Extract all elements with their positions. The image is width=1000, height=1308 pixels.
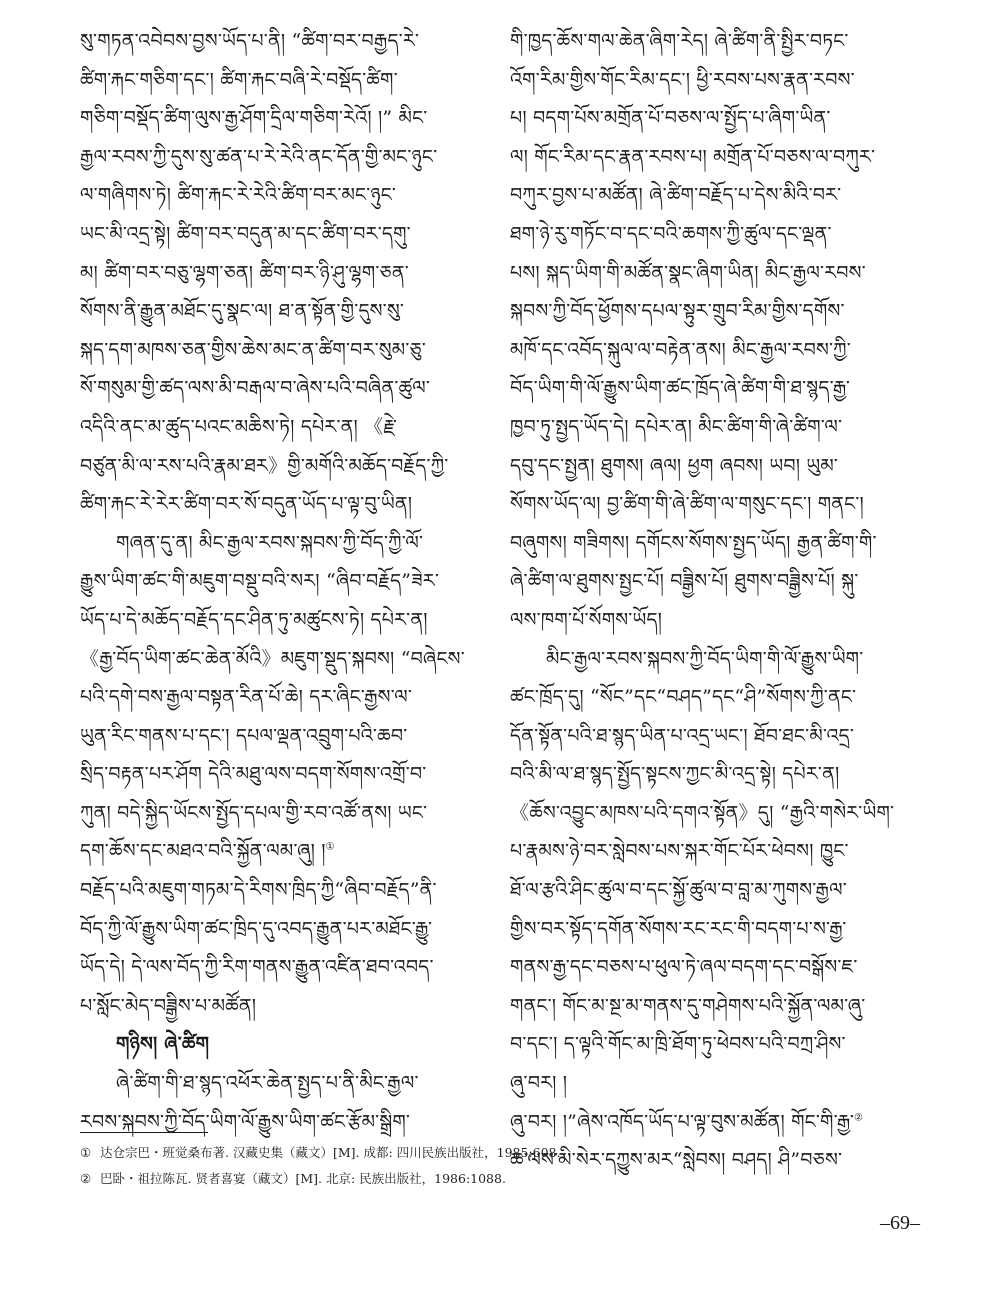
text-line: པ་རྣམས་ཉེ་བར་སླེབས་པས་སྐར་གོང་པོར་ཕེབས། ཁྱུང་ <box>510 840 849 863</box>
text-line: ཐོ་ལ་རྩའི་ཤིང་ཚུལ་བ་དང་སྐྱོ་ཚུལ་བ་བླ་མ་ཀུགས་རྒྱལ་ <box>510 879 847 902</box>
text-line: བཞུགས། གཟིགས། དགོངས་སོགས་སྤྱད་ཡོད། རྒྱན་ཚིག་གི་ <box>510 531 877 554</box>
text-line: དབུ་དང་སྤྱན། ཐུགས། ཞལ། ཕྱག ཞབས། ཡབ། ཡུམ་ <box>510 454 839 477</box>
footnote-1-text: 达仓宗巴・班觉桑布著. 汉藏史集（藏文）[M]. 成都: 四川民族出版社，1985:608. <box>100 1145 561 1160</box>
text-line: མིང་རྒྱལ་རབས་སྐབས་ཀྱི་བོད་ཡིག་གི་ལོ་རྒྱུས་ཡིག་ <box>546 647 864 670</box>
text-line: བཀུར་བྱས་པ་མཚོན། ཞེ་ཚིག་བརྗོད་པ་དེས་མིའི་བར་ <box>510 184 842 207</box>
text-line: བཙུན་མི་ལ་རས་པའི་རྣམ་ཐར》གྱི་མགོའི་མཆོད་བརྗོད་ཀྱི་ <box>80 454 449 477</box>
left-paragraph-3 <box>80 1064 490 1141</box>
right-paragraph-1 <box>510 22 920 640</box>
right-paragraph-2 <box>510 640 920 1180</box>
text-line: བརྗོད་པའི་མཇུག་གཏམ་དེ་རིགས་ཁྲིད་ཀྱི“ཞིབ་བརྗོད”ནི་ <box>80 879 437 902</box>
text-line: མཁོ་དང་འབོད་སྐུལ་ལ་བརྟེན་ནས། མིང་རྒྱལ་རབས་ཀྱི་ <box>510 338 851 361</box>
text-line: ཞུ་བར། ། <box>510 1072 568 1095</box>
text-line: ཡོད་དེ། དེ་ལས་བོད་ཀྱི་རིག་གནས་རྒྱུན་འཛིན་ཐབ་འབད་ <box>80 956 434 979</box>
text-line: བོད་ཀྱི་ལོ་རྒྱུས་ཡིག་ཚང་ཁྲིད་དུ་འབད་རྒྱུན་པར་མཐོང་རྒྱུ་ <box>80 917 433 940</box>
left-paragraph-1 <box>80 22 490 524</box>
text-line: སྐད་དག་མཁས་ཅན་གྱིས་ཆེས་མང་ན་ཚིག་བར་སུམ་ཅུ་ <box>80 338 426 361</box>
text-line: པ་སློང་མེད་བཟྒྱིས་པ་མཚོན། <box>80 994 257 1017</box>
text-line: བའི་མི་ལ་ཐ་སྙད་སྤྱོད་སྟངས་ཀྱང་མི་འདྲ་སྟེ། དཔེར་ན། <box>510 763 840 786</box>
footnote-1 <box>80 1140 920 1166</box>
page-number: –69– <box>880 1212 920 1234</box>
text-line: བོད་ཡིག་གི་ལོ་རྒྱུས་ཡིག་ཚང་ཁྲོད་ཞེ་ཚིག་གི་ཐ་སྙད་རྒྱ་ <box>510 377 851 400</box>
text-line: ཁྱབ་ཏུ་སྤྱད་ཡོད་དེ། དཔེར་ན། མིང་ཚིག་གི་ཞེ་ཚིག་ལ་ <box>510 415 843 438</box>
text-line: ཡུན་རིང་གནས་པ་དང་། དཔལ་ལྡན་འབྲུག་པའི་ཆབ་ <box>80 724 408 747</box>
text-line: གི་ཁྱད་ཆོས་གལ་ཆེན་ཞིག་རེད། ཞེ་ཚིག་ནི་སྤྱིར་བཏང་ <box>510 30 849 52</box>
text-line: ཡོད་པ་དེ་མཆོད་བརྗོད་དང་ཤིན་ཏུ་མཚུངས་ཏེ། དཔེར་ན། <box>80 608 428 631</box>
text-line: སྲིད་བརྟན་པར་ཤོག དེའི་མཐུ་ལས་བདག་སོགས་འགྲོ་བ་ <box>80 763 427 786</box>
text-line: དོན་སྟོན་པའི་ཐ་སྙད་ཡིན་པ་འདྲ་ཡང་། ཐོབ་ཐང་མི་འདྲ་ <box>510 724 855 747</box>
section-heading: གཉིས། ཞེ་ཚིག <box>116 1033 210 1056</box>
footnote-2-mark: ② <box>80 1171 92 1186</box>
text-line: གྱིས་བར་སྟོད་དགོན་སོགས་རང་རང་གི་བདག་པ་ས་རྒྱ་ <box>510 917 847 940</box>
footnote-2 <box>80 1166 920 1192</box>
footnote-ref[interactable]: ② <box>854 1112 864 1124</box>
text-line: ཞེ་ཚིག་གི་ཐ་སྙད་འཕོར་ཆེན་སྤྱད་པ་ནི་མིང་རྒྱལ་ <box>116 1072 419 1095</box>
text-line: པའི་དགེ་བས་རྒྱལ་བསྟན་རིན་པོ་ཆེ། དར་ཞིང་རྒྱས་ལ་ <box>80 686 413 709</box>
text-line: སྐབས་ཀྱི་བོད་ཕྱོགས་དཔལ་སྟུར་གྲུབ་རིམ་གྱིས་དགོས་ <box>510 300 845 323</box>
text-line: ཞེ་ཚིག་ལ་ཐུགས་སྤྱང་པོ། བཟྒྱིས་པོ། ཐུགས་བཟྒྱིས་པོ། སྐུ་ <box>510 570 859 593</box>
footnotes <box>80 1140 920 1192</box>
text-line: རྒྱུས་ཡིག་ཚང་གི་མཇུག་བསྡུ་བའི་སར། “ཞིབ་བརྗོད”ཟེར་ <box>80 570 440 593</box>
text-line: གནས་རྒྱ་དང་བཅས་པ་ཕུལ་ཏེ་ཞལ་བདག་དང་བསྒོས་ཇ་ <box>510 956 858 979</box>
text-line: གནང་། གོང་མ་སྔ་མ་གནས་དུ་གཤེགས་པའི་སྐྱོན་ལམ་ཞུ་ <box>510 994 866 1017</box>
text-line: གཞན་དུ་ན། མིང་རྒྱལ་རབས་སྐབས་ཀྱི་བོད་ཀྱི་ལོ་ <box>116 531 424 554</box>
text-line: ཀུན། བདེ་སྐྱིད་ཡོངས་སྤྱོད་དཔལ་གྱི་རབ་འཚོ་ནས། ཡང་ <box>80 801 428 824</box>
text-line: མ། ཚིག་བར་བཅུ་ལྷག་ཅན། ཚིག་བར་ཉི་ཤུ་ལྷག་ཅན་ <box>80 261 409 284</box>
right-column <box>510 22 920 1180</box>
text-line: རྒྱལ་རབས་ཀྱི་དུས་སུ་ཚན་པ་རེ་རེའི་ནང་དོན་གྱི་མང་ཉུང་ <box>80 145 438 168</box>
text-line: སུ་གཏན་འབེབས་བྱས་ཡོད་པ་ནི། “ཚིག་བར་བརྒྱད་རེ་ <box>80 30 420 52</box>
text-line: ཡང་མི་འདྲ་སྟེ། ཚིག་བར་བདུན་མ་དང་ཚིག་བར་དགུ་ <box>80 222 411 245</box>
text-line: ཆ་ལས་མི་སེར་དཀྱུས་མར“སླེབས། བཤད། ཤི”བཅས་ <box>510 1149 843 1172</box>
left-paragraph-2 <box>80 524 490 1026</box>
footnote-1-mark: ① <box>80 1145 92 1160</box>
text-line: ལ་གཞིགས་ཏེ། ཚིག་རྐང་རེ་རེའི་ཚིག་བར་མང་ཉུང་ <box>80 184 397 207</box>
text-line: 《རྒྱ་བོད་ཡིག་ཚང་ཆེན་མོའི》མཇུག་སྡུད་སྐབས། “བཞེངས་ <box>80 647 465 670</box>
text-line: 《ཆོས་འབྱུང་མཁས་པའི་དགའ་སྟོན》དུ། “རྒྱའི་གསེར་ཡིག་ <box>510 801 895 824</box>
text-line: པས། སྐད་ཡིག་གི་མཚོན་སྣང་ཞིག་ཡིན། མིང་རྒྱལ་རབས་ <box>510 261 866 284</box>
text-line: པ། བདག་པོས་མགྲོན་པོ་བཅས་ལ་སྤྱོད་པ་ཞིག་ཡིན་ <box>510 107 831 130</box>
text-line: ལ། གོང་རིམ་དང་རྣན་རབས་པ། མགྲོན་པོ་བཅས་ལ་བཀུར་ <box>510 145 876 168</box>
text-line: ཚིག་རྐང་གཅིག་དང་། ཚིག་རྐང་བཞི་རེ་བསྡོད་ཚིག་ <box>80 68 398 91</box>
text-line: སོགས་ཡོད་ལ། བྱ་ཚིག་གི་ཞེ་ཚིག་ལ་གསུང་དང་། གནང་། <box>510 493 864 516</box>
text-line: རབས་སྐབས་ཀྱི་བོད་ཡིག་ལོ་རྒྱུས་ཡིག་ཚང་རྩོམ་སྒྲིག་ <box>80 1110 411 1133</box>
text-line: དག་ཆོས་དང་མཐའ་བའི་སྐྱོན་ལམ་ཞུ། །① <box>80 840 335 863</box>
text-line: གཅིག་བསྡོད་ཚིག་ལུས་རྒྱ་ཤོག་དྲིལ་གཅིག་རེའོ། །” མིང་ <box>80 107 428 130</box>
text-line: བ་དང་། ད་ལྟའི་གོང་མ་ཁྲི་ཐོག་ཏུ་ཕེབས་པའི་བཀྲ་ཤིས་ <box>510 1033 846 1056</box>
text-line: ཚང་ཁྲོད་དུ། “སོང”དང“བཤད”དང“ཤི”སོགས་ཀྱི་ནང་ <box>510 686 857 709</box>
text-line: ཐག་ཉེ་རུ་གཏོང་བ་དང་བའི་ཆགས་ཀྱི་ཚུལ་དང་ལྡན་ <box>510 222 832 245</box>
text-line: སོགས་ནི་རྒྱུན་མཐོང་དུ་སྣང་ལ། ཐ་ན་སྟོན་གྱི་དུས་སུ་ <box>80 300 405 323</box>
text-line: ལས་ཁག་པོ་སོགས་ཡོད། <box>510 608 663 631</box>
footnote-2-text: 巴卧・祖拉陈瓦. 贤者喜宴（藏文）[M]. 北京: 民族出版社，1986:1088. <box>100 1171 506 1186</box>
left-column <box>80 22 490 1141</box>
footnote-ref[interactable]: ① <box>325 842 335 854</box>
text-line: ཞུ་བར། །”ཞེས་འཁོད་ཡོད་པ་ལྟ་བུས་མཚོན། གོང་གི་རྒྱ་② <box>510 1110 864 1133</box>
text-line: འོག་རིམ་གྱིས་གོང་རིམ་དང་། ཕྱི་རབས་པས་རྣན་རབས་ <box>510 68 855 91</box>
footnote-divider <box>80 1132 208 1133</box>
text-line: སོ་གསུམ་གྱི་ཚད་ལས་མི་བརྒལ་བ་ཞེས་པའི་བཞིན་ཚུལ་ <box>80 377 431 400</box>
text-line: ཚིག་རྐང་རེ་རེར་ཚིག་བར་སོ་བདུན་ཡོད་པ་ལྟ་བུ་ཡིན། <box>80 493 413 516</box>
text-line: འདིའི་ནང་མ་ཚུད་པའང་མཆིས་ཏེ། དཔེར་ན། 《རྗེ་ <box>80 415 398 438</box>
